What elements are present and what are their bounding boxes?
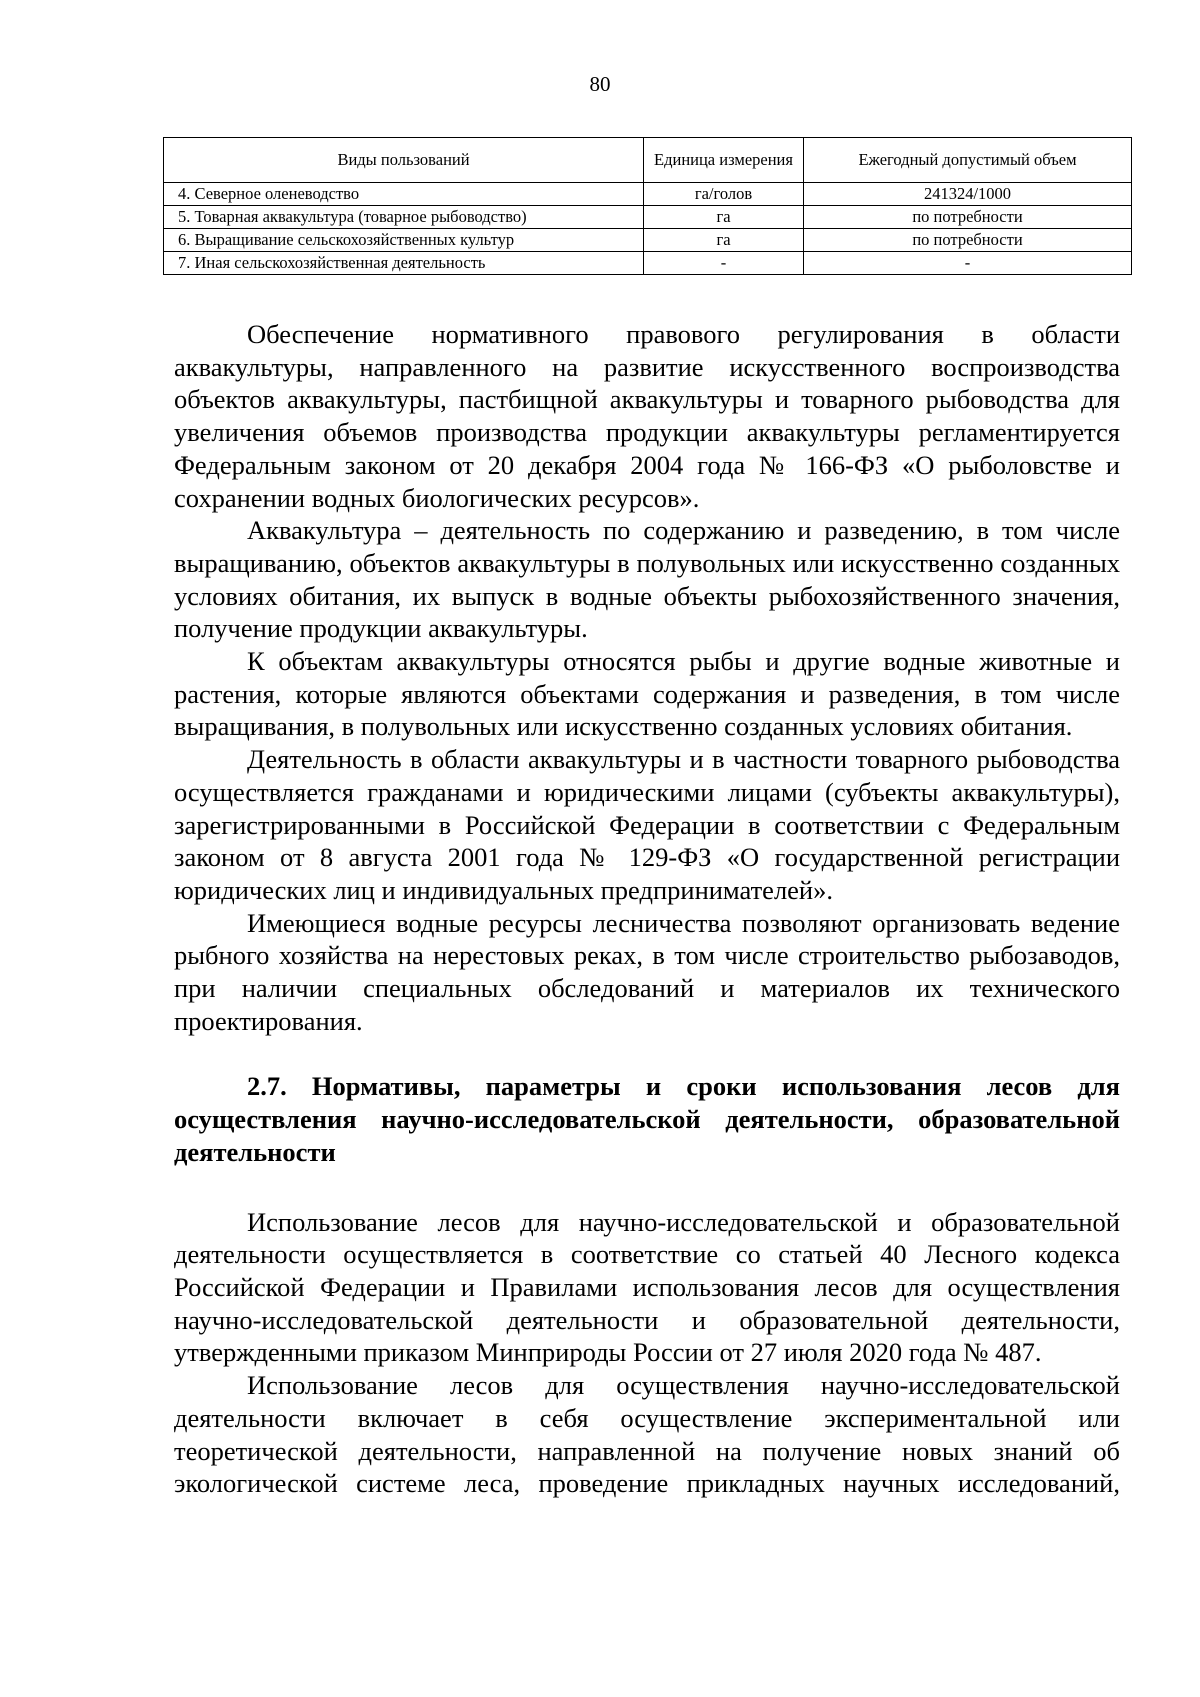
page-number: 80 bbox=[589, 72, 611, 96]
paragraph-aquaculture-regulation: Обеспечение нормативного правового регулирования в области аквакультуры, направленного на развитие искусственного воспроизводства объектов аквакультуры, пастбищной аквакультуры и товарного рыбоводства для увеличения объемов производства продукции аквакультуры регламентируется Федеральным законом от 20 декабря 2004 года № 166-ФЗ «О рыболовстве и сохранении водных биологических ресурсов». bbox=[174, 319, 1120, 513]
paragraph-forest-use-research-scope: Использование лесов для осуществления научно-исследовательской деятельности включает в себя осуществление экспериментальной или теоретической деятельности, направленной на получение новых знаний об экологической системе леса, проведение прикладных научных исследований, bbox=[174, 1370, 1120, 1499]
body-text bbox=[174, 318, 1120, 1500]
usage-type-cell: 5. Товарная аквакультура (товарное рыбоводство) bbox=[164, 206, 644, 229]
unit-cell: га bbox=[644, 229, 804, 252]
forest-usage-table bbox=[163, 137, 1132, 275]
unit-cell: - bbox=[644, 252, 804, 275]
paragraph-aquaculture-subjects: Деятельность в области аквакультуры и в частности товарного рыбоводства осуществляется гражданами и юридическими лицами (субъекты аквакультуры), зарегистрированными в Российской Федерации в соответствии с Федеральным законом от 8 августа 2001 года № 129-ФЗ «О государственной регистрации юридических лиц и индивидуальных предпринимателей». bbox=[174, 744, 1120, 905]
header-unit: Единица измерения bbox=[644, 138, 804, 183]
table-row bbox=[164, 229, 1132, 252]
annual-volume-cell: по потребности bbox=[804, 229, 1132, 252]
usage-type-cell: 7. Иная сельскохозяйственная деятельность bbox=[164, 252, 644, 275]
paragraph-aquaculture-objects: К объектам аквакультуры относятся рыбы и другие водные животные и растения, которые являются объектами содержания и разведения, в том числе выращивания, в полувольных или искусственно созданных условиях обитания. bbox=[174, 646, 1120, 742]
table-row bbox=[164, 206, 1132, 229]
section-heading: 2.7. Нормативы, параметры и сроки использования лесов для осуществления научно-исследовательской деятельности, образовательной деятельности bbox=[174, 1071, 1120, 1167]
unit-cell: га bbox=[644, 206, 804, 229]
table-header-row bbox=[164, 138, 1132, 183]
unit-cell: га/голов bbox=[644, 183, 804, 206]
annual-volume-cell: по потребности bbox=[804, 206, 1132, 229]
paragraph-aquaculture-definition: Аквакультура – деятельность по содержанию и разведению, в том числе выращиванию, объектов аквакультуры в полувольных или искусственно созданных условиях обитания, их выпуск в водные объекты рыбохозяйственного значения, получение продукции аквакультуры. bbox=[174, 515, 1120, 644]
usage-type-cell: 6. Выращивание сельскохозяйственных культур bbox=[164, 229, 644, 252]
usage-type-cell: 4. Северное оленеводство bbox=[164, 183, 644, 206]
annual-volume-cell: - bbox=[804, 252, 1132, 275]
annual-volume-cell: 241324/1000 bbox=[804, 183, 1132, 206]
header-usage-type: Виды пользований bbox=[164, 138, 644, 183]
header-annual-volume: Ежегодный допустимый объем bbox=[804, 138, 1132, 183]
paragraph-forest-use-research: Использование лесов для научно-исследовательской и образовательной деятельности осуществляется в соответствие со статьей 40 Лесного кодекса Российской Федерации и Правилами использования лесов для осуществления научно-исследовательской деятельности и образовательной деятельности, утвержденными приказом Минприроды России от 27 июля 2020 года № 487. bbox=[174, 1206, 1120, 1368]
table-row bbox=[164, 252, 1132, 275]
table-row bbox=[164, 183, 1132, 206]
paragraph-water-resources: Имеющиеся водные ресурсы лесничества позволяют организовать ведение рыбного хозяйства на нерестовых реках, в том числе строительство рыбозаводов, при наличии специальных обследований и материалов их технического проектирования. bbox=[174, 907, 1120, 1036]
